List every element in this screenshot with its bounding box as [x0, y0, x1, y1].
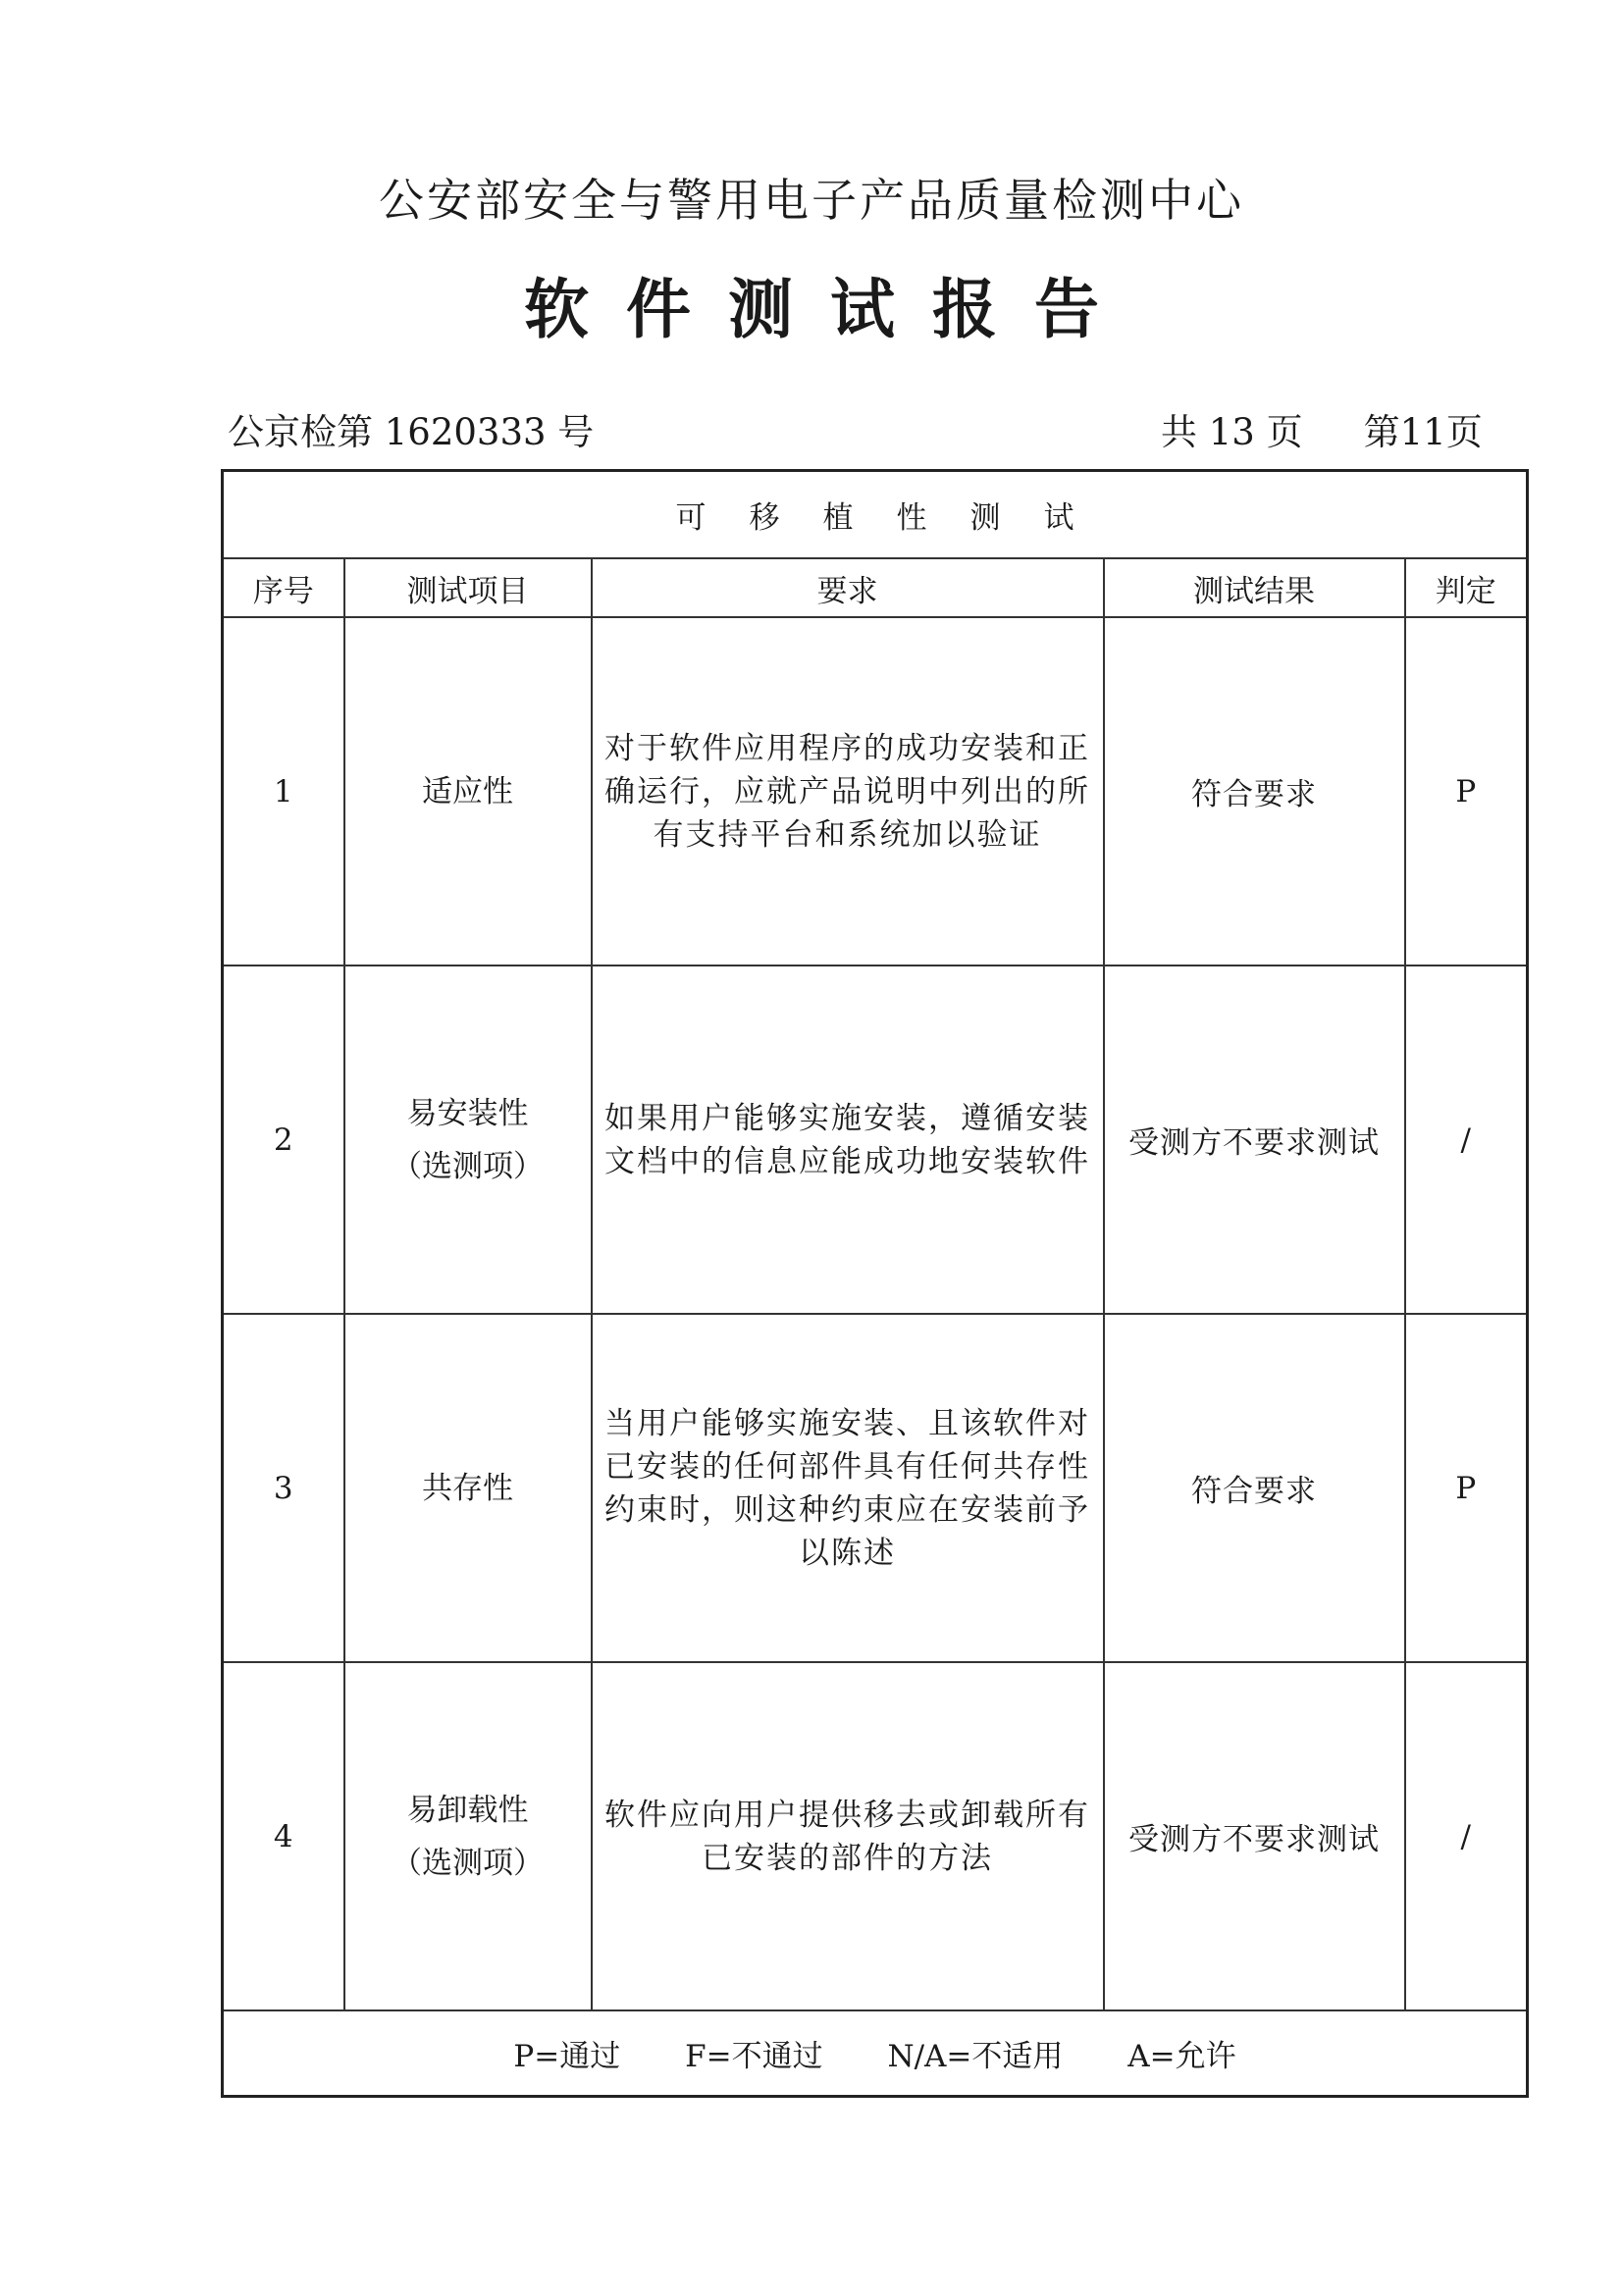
- legend-pass: P=通过: [513, 2039, 621, 2074]
- test-item: [344, 1662, 592, 2010]
- row-number: 2: [223, 965, 344, 1314]
- table-row: [223, 1314, 1528, 1662]
- section-title-row: [223, 471, 1528, 559]
- column-header-verdict: 判定: [1405, 558, 1528, 617]
- test-item-name: 适应性: [422, 773, 513, 809]
- column-header-result: 测试结果: [1104, 558, 1405, 617]
- legend-fail: F=不通过: [685, 2039, 823, 2074]
- test-item-note: （选测项）: [392, 1148, 544, 1184]
- column-header-no: 序号: [223, 558, 344, 617]
- test-result: 符合要求: [1104, 617, 1405, 965]
- test-result: 符合要求: [1104, 1314, 1405, 1662]
- test-result: 受测方不要求测试: [1104, 1662, 1405, 2010]
- test-item-note: （选测项）: [392, 1845, 544, 1881]
- legend-allowed: A=允许: [1127, 2039, 1236, 2074]
- current-page: 第11页: [1363, 411, 1483, 453]
- verdict: /: [1405, 965, 1528, 1314]
- total-pages: 共 13 页: [1161, 411, 1303, 453]
- row-number: 4: [223, 1662, 344, 2010]
- table-row: [223, 965, 1528, 1314]
- test-item-name: 共存性: [422, 1470, 513, 1506]
- requirement: 当用户能够实施安装、且该软件对已安装的任何部件具有任何共存性约束时，则这种约束应在安装前予以陈述: [592, 1314, 1104, 1662]
- test-table: [221, 469, 1529, 2098]
- page-info: [1161, 402, 1483, 455]
- row-number: 3: [223, 1314, 344, 1662]
- report-number: 公京检第 1620333 号: [228, 411, 595, 453]
- verdict: /: [1405, 1662, 1528, 2010]
- test-item: [344, 965, 592, 1314]
- legend-not-applicable: N/A=不适用: [887, 2039, 1064, 2074]
- test-item: [344, 1314, 592, 1662]
- requirement: 软件应向用户提供移去或卸载所有已安装的部件的方法: [592, 1662, 1104, 2010]
- legend-row: [223, 2010, 1528, 2097]
- table-row: [223, 617, 1528, 965]
- report-title: 软件测试报告: [524, 271, 1136, 347]
- test-item: [344, 617, 592, 965]
- verdict: P: [1405, 1314, 1528, 1662]
- section-title: 可移植性测试: [223, 471, 1528, 559]
- table-header-row: [223, 558, 1528, 617]
- row-number: 1: [223, 617, 344, 965]
- organization-name: 公安部安全与警用电子产品质量检测中心: [379, 174, 1244, 227]
- legend: [223, 2010, 1528, 2097]
- column-header-requirement: 要求: [592, 558, 1104, 617]
- test-result: 受测方不要求测试: [1104, 965, 1405, 1314]
- column-header-item: 测试项目: [344, 558, 592, 617]
- test-item-name: 易卸载性: [406, 1792, 529, 1828]
- verdict: P: [1405, 617, 1528, 965]
- test-item-name: 易安装性: [406, 1095, 529, 1131]
- requirement: 对于软件应用程序的成功安装和正确运行，应就产品说明中列出的所有支持平台和系统加以验证: [592, 617, 1104, 965]
- requirement: 如果用户能够实施安装，遵循安装文档中的信息应能成功地安装软件: [592, 965, 1104, 1314]
- table-row: [223, 1662, 1528, 2010]
